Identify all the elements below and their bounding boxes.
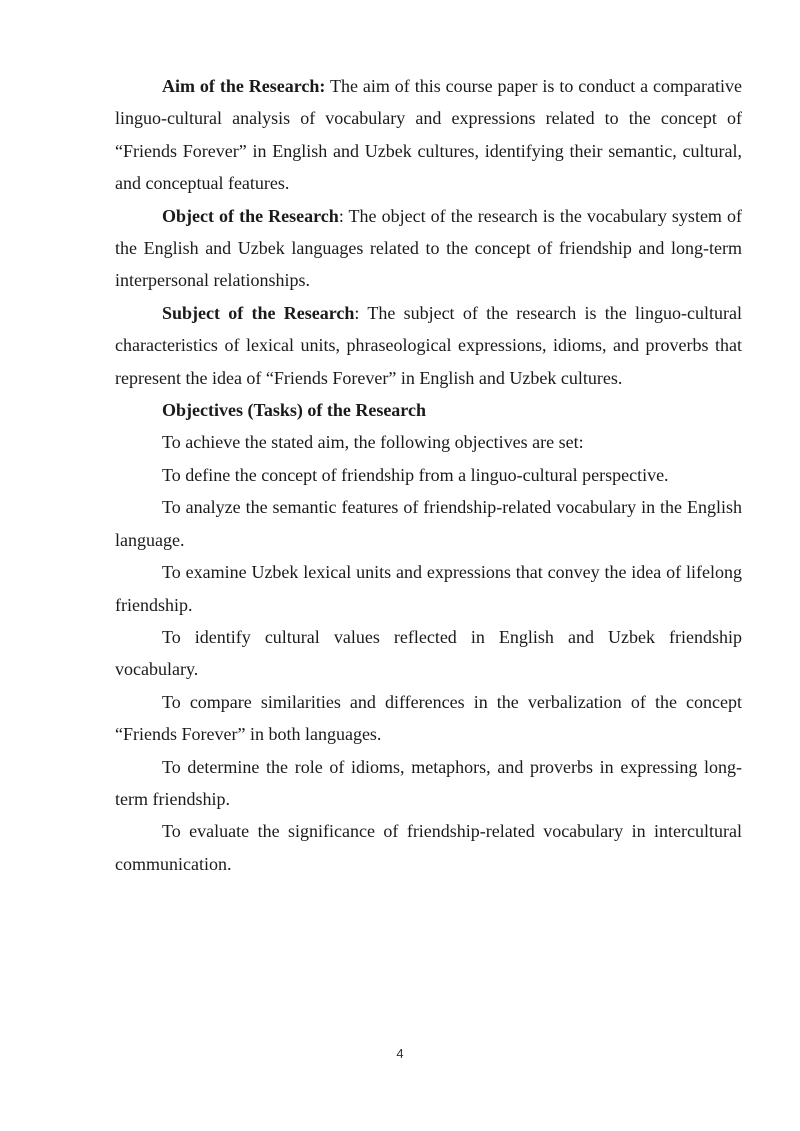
aim-paragraph xyxy=(115,70,742,200)
aim-heading: Aim of the Research: xyxy=(162,76,326,96)
subject-text: : The subject of the research is the linguo-cultural characteristics of lexical units, phraseological expressions, idioms, and proverbs that represent the idea of “Friends Forever” in English and Uzbek cultures. xyxy=(115,302,742,388)
page-body xyxy=(115,70,742,880)
objectives-heading: Objectives (Tasks) of the Research xyxy=(162,400,426,421)
objectives-intro: To achieve the stated aim, the following objectives are set: xyxy=(162,432,584,453)
objective-item: To define the concept of friendship from a linguo-cultural perspective. xyxy=(162,464,669,485)
aim-text: The aim of this course paper is to conduct a comparative linguo-cultural analysis of vocabulary and expressions related to the concept of “Friends Forever” in English and Uzbek cultures, identifying their semantic, cultural, and conceptual features. xyxy=(115,76,743,194)
objective-item: To analyze the semantic features of friendship-related vocabulary in the English language. xyxy=(115,497,742,550)
page-number: 4 xyxy=(396,1046,404,1061)
subject-heading: Subject of the Research xyxy=(162,302,355,323)
objective-item: To compare similarities and differences in the verbalization of the concept “Friends Forever” in both languages. xyxy=(115,691,742,745)
object-text: : The object of the research is the vocabulary system of the English and Uzbek languages related to the concept of friendship and long-term interpersonal relationships. xyxy=(115,205,742,291)
object-paragraph xyxy=(115,200,742,297)
objective-item: To evaluate the significance of friendship-related vocabulary in intercultural communication. xyxy=(115,821,742,874)
objective-item: To examine Uzbek lexical units and expressions that convey the idea of lifelong friendship. xyxy=(115,562,742,615)
object-heading: Object of the Research xyxy=(162,205,339,226)
objective-item: To identify cultural values reflected in English and Uzbek friendship vocabulary. xyxy=(115,626,742,680)
objective-item: To determine the role of idioms, metaphors, and proverbs in expressing long-term friendship. xyxy=(115,756,742,809)
subject-paragraph xyxy=(115,297,742,394)
